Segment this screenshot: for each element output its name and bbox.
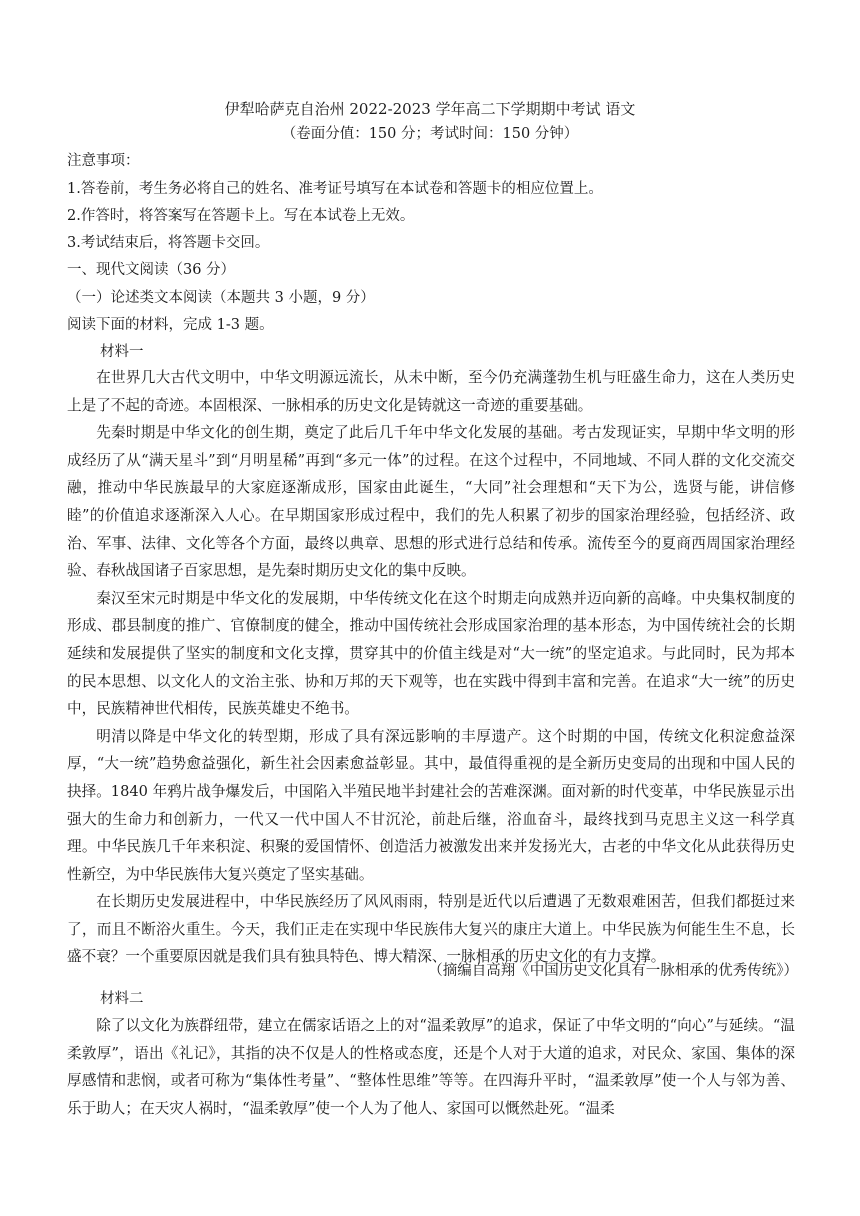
material-one-body: [67, 364, 795, 971]
notes-heading: 注意事项：: [67, 153, 140, 169]
paragraph: 先秦时期是中华文化的创生期，奠定了此后几千年中华文化发展的基础。考古发现证实，早期中华文明的形成经历了从“满天星斗”到“月明星稀”再到“多元一体”的过程。在这个过程中，不同地域、不同人群的文化交流交融，推动中华民族最早的大家庭逐渐成形，国家由此诞生，“大同”社会理想和“天下为公，选贤与能，讲信修睦”的价值追求逐渐深入人心。在早期国家形成过程中，我们的先人积累了初步的国家治理经验，包括经济、政治、军事、法律、文化等各个方面，最终以典章、思想的形式进行总结和传承。流传至今的夏商西周国家治理经验、春秋战国诸子百家思想，是先秦时期历史文化的集中反映。: [67, 424, 795, 580]
exam-title: 伊犁哈萨克自治州 2022-2023 学年高二下学期期中考试 语文: [224, 100, 636, 118]
note-item: 2.作答时，将答案写在答题卡上。写在本试卷上无效。: [67, 208, 415, 224]
material-two-label: 材料二: [100, 991, 144, 1007]
material-two-body: [67, 1012, 795, 1122]
note-item: 1.答卷前，考生务必将自己的姓名、准考证号填写在本试卷和答题卡的相应位置上。: [67, 181, 603, 197]
section-instruction: 阅读下面的材料，完成 1-3 题。: [67, 317, 274, 333]
section-heading: 一、现代文阅读（36 分）: [67, 262, 236, 278]
material-one-label: 材料一: [100, 344, 144, 360]
exam-subtitle: （卷面分值：150 分；考试时间：150 分钟）: [281, 126, 579, 142]
paragraph: 除了以文化为族群纽带，建立在儒家话语之上的对“温柔敦厚”的追求，保证了中华文明的“向心”与延续。“温柔敦厚”，语出《礼记》，其指的决不仅是人的性格或态度，还是个人对于大道的追求，对民众、家国、集体的深厚感情和悲悯，或者可称为“集体性考量”、“整体性思维”等等。在四海升平时，“温柔敦厚”使一个人与邻为善、乐于助人；在天灾人祸时，“温柔敦厚”使一个人为了他人、家国可以慨然赴死。“温柔: [67, 1017, 795, 1117]
paragraph: 秦汉至宋元时期是中华文化的发展期，中华传统文化在这个时期走向成熟并迈向新的高峰。中央集权制度的形成、郡县制度的推广、官僚制度的健全，推动中国传统社会形成国家治理的基本形态，为中国传统社会的长期延续和发展提供了坚实的制度和文化支撑，贯穿其中的价值主线是对“大一统”的坚定追求。与此同时，民为邦本的民本思想、以文化人的文治主张、协和万邦的天下观等，也在实践中得到丰富和完善。在追求“大一统”的历史中，民族精神世代相传，民族英雄史不绝书。: [67, 589, 795, 718]
section-subheading: （一）论述类文本阅读（本题共 3 小题，9 分）: [67, 290, 375, 306]
paragraph: 在长期历史发展进程中，中华民族经历了风风雨雨，特别是近代以后遭遇了无数艰难困苦，但我们都挺过来了，而且不断浴火重生。今天，我们正走在实现中华民族伟大复兴的康庄大道上。中华民族为何能生生不息，长盛不衰？一个重要原因就是我们具有独具特色、博大精深、一脉相承的历史文化的有力支撑。: [67, 893, 795, 966]
paragraph: 在世界几大古代文明中，中华文明源远流长，从未中断，至今仍充满蓬勃生机与旺盛生命力，这在人类历史上是了不起的奇迹。本固根深、一脉相承的历史文化是铸就这一奇迹的重要基础。: [67, 369, 795, 414]
note-item: 3.考试结束后，将答题卡交回。: [67, 235, 270, 251]
material-one-source: （摘编自高翔《中国历史文化具有一脉相承的优秀传统》）: [428, 963, 798, 979]
paragraph: 明清以降是中华文化的转型期，形成了具有深远影响的丰厚遗产。这个时期的中国，传统文化积淀愈益深厚，“大一统”趋势愈益强化，新生社会因素愈益彰显。其中，最值得重视的是全新历史变局的出现和中国人民的抉择。1840 年鸦片战争爆发后，中国陷入半殖民地半封建社会的苦难深渊。面对新的时代变革，中华民族显示出强大的生命力和创新力，一代又一代中国人不甘沉沦，前赴后继，浴血奋斗，最终找到马克思主义这一科学真理。中华民族几千年来积淀、积聚的爱国情怀、创造活力被激发出来并发扬光大，古老的中华文化从此获得历史性新空，为中华民族伟大复兴奠定了坚实基础。: [67, 727, 795, 883]
